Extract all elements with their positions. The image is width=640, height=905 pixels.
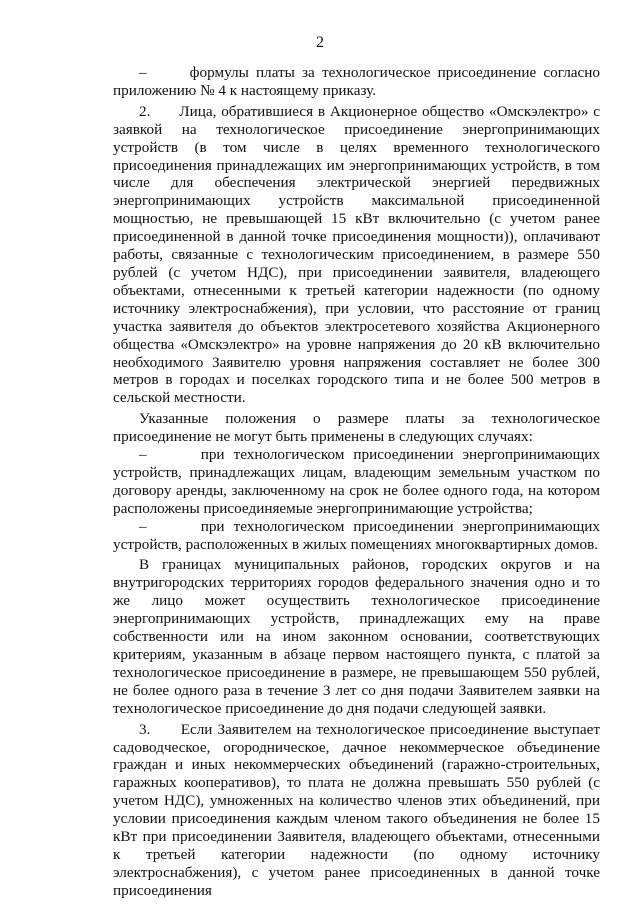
paragraph-clause-2: 2. Лица, обратившиеся в Акционерное общество «Омскэлектро» с заявкой на технологическое присоединение энергопринимающих устройств (в том числе в целях временного технологического присоединения принадлежащих им энергопринимающих устройств, в том числе для обеспечения электрической энергией передвижных энергопринимающих устройств максимальной присоединенной мощностью, не превышающей 15 кВт включительно (с учетом ранее присоединенной в данной точке присоединения мощности)), оплачивают работы, связанные с технологическим присоединением, в размере 550 рублей (с учетом НДС), при присоединении заявителя, владеющего объектами, отнесенными к третьей категории надежности (по одному источнику электроснабжения), при условии, что расстояние от границ участка заявителя до объектов электросетевого хозяйства Акционерного общества «Омскэлектро» на уровне напряжения до 20 кВ включительно необходимого Заявителю уровня напряжения составляет не более 300 метров в городах и поселках городского типа и не более 500 метров в сельской местности. xyxy=(113,102,600,407)
paragraph-exception-lease: – при технологическом присоединении энергопринимающих устройств, принадлежащих лицам, владеющим земельным участком по договору аренды, заключенному на срок не более одного года, на котором расположены присоединяемые энергопринимающие устройства; xyxy=(113,446,600,517)
paragraph-exception-apartments: – при технологическом присоединении энергопринимающих устройств, расположенных в жилых помещениях многоквартирных домов. xyxy=(113,517,600,553)
paragraph-once-per-3-years: В границах муниципальных районов, городских округов и на внутригородских территориях городов федерального значения одно и то же лицо может осуществить технологическое присоединение энергопринимающих устройств, принадлежащих ему на праве собственности или на ином законном основании, соответствующих критериям, указанным в абзаце первом настоящего пункта, с платой за технологическое присоединение в размере, не превышающем 550 рублей, не более одного раза в течение 3 лет со дня подачи Заявителем заявки на технологическое присоединение до дня подачи следующей заявки. xyxy=(113,556,600,717)
paragraph-formula-appendix: – формулы платы за технологическое присоединение согласно приложению № 4 к настоящему приказу. xyxy=(113,64,600,99)
paragraph-clause-3: 3. Если Заявителем на технологическое присоединение выступает садоводческое, огородническое, дачное некоммерческое объединение граждан и иных некоммерческих объединений (гаражно-строительных, гаражных кооперативов), то плата не должна превышать 550 рублей (с учетом НДС), умноженных на количество членов этих объединений, при условии присоединения каждым членом такого объединения не более 15 кВт при присоединении Заявителя, владеющего объектами, отнесенными к третьей категории надежности (по одному источнику электроснабжения), с учетом ранее присоединенных в данной точке присоединения xyxy=(113,720,600,899)
document-body xyxy=(113,64,600,900)
paragraph-exceptions-intro: Указанные положения о размере платы за технологическое присоединение не могут быть применены в следующих случаях: xyxy=(113,410,600,446)
page-number: 2 xyxy=(316,34,324,51)
